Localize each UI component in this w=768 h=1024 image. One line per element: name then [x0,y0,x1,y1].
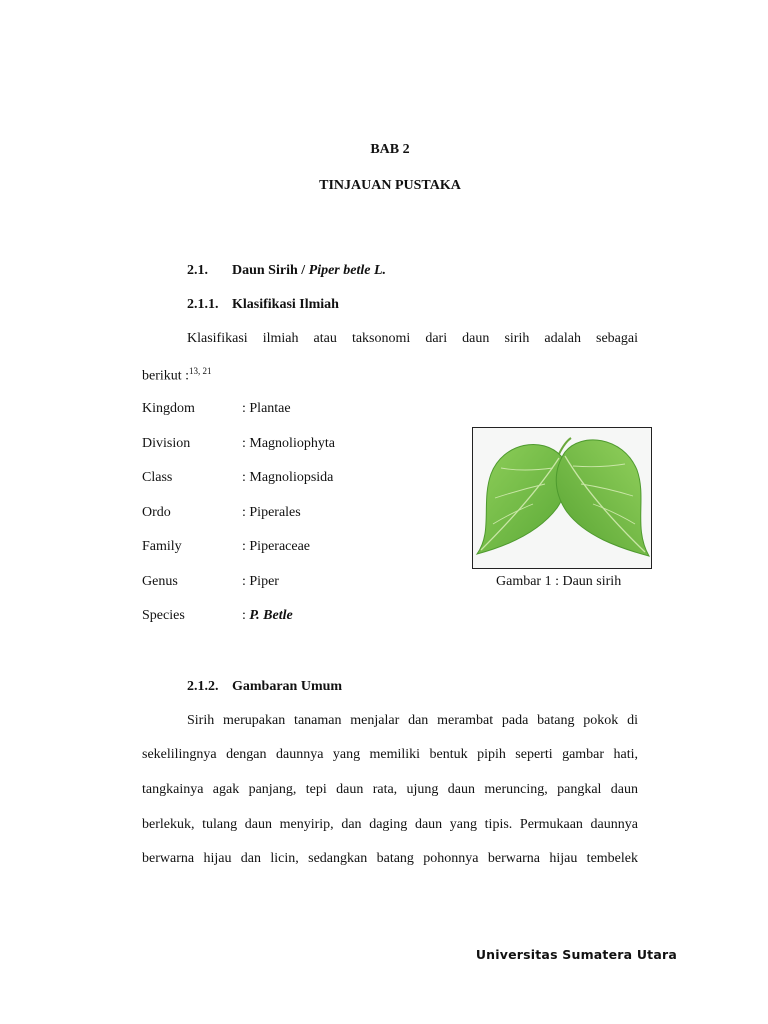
betel-leaf-figure [472,427,652,569]
right-leaf-shape [556,440,649,556]
taxonomy-label-class: Class [142,470,173,485]
section-2-1-2-title: Gambaran Umum [232,679,343,694]
intro-citation: 13, 21 [189,366,212,376]
figure-caption: Gambar 1 : Daun sirih [496,574,622,589]
taxonomy-value-species-prefix: : [242,608,250,623]
taxonomy-value-family: : Piperaceae [242,539,311,554]
paragraph-line-2: sekelilingnya dengan daunnya yang memiliki bentuk pipih seperti gambar hati, [142,747,638,762]
section-2-1-1-number: 2.1.1. [187,297,219,312]
taxonomy-value-species [242,608,293,624]
taxonomy-value-division: : Magnoliophyta [242,436,335,451]
intro-line-1: Klasifikasi ilmiah atau taksonomi dari daun sirih adalah sebagai [187,331,638,346]
paragraph-line-4: berlekuk, tulang daun menyirip, dan daging daun yang tipis. Permukaan daunnya [142,817,638,832]
taxonomy-value-ordo: : Piperales [242,505,301,520]
betel-leaf-image [473,428,651,568]
section-2-1-title-text: Daun Sirih / [232,263,309,278]
paragraph-line-3: tangkainya agak panjang, tepi daun rata, ujung daun meruncing, pangkal daun [142,782,638,797]
taxonomy-value-species-italic: P. Betle [249,608,293,623]
taxonomy-value-class: : Magnoliopsida [242,470,334,485]
taxonomy-label-species: Species [142,608,185,623]
taxonomy-label-ordo: Ordo [142,505,171,520]
chapter-title: TINJAUAN PUSTAKA [319,178,461,193]
left-leaf-shape [477,444,567,554]
section-2-1-1-title: Klasifikasi Ilmiah [232,297,339,312]
taxonomy-value-kingdom: : Plantae [242,401,291,416]
paragraph-line-1: Sirih merupakan tanaman menjalar dan merambat pada batang pokok di [187,713,638,728]
section-2-1-number: 2.1. [187,263,208,278]
section-2-1-title [232,263,386,279]
footer-university: Universitas Sumatera Utara [475,947,677,962]
section-2-1-2-number: 2.1.2. [187,679,219,694]
taxonomy-label-family: Family [142,539,182,554]
taxonomy-label-kingdom: Kingdom [142,401,195,416]
taxonomy-label-genus: Genus [142,574,178,589]
intro-line-2-text: berikut : [142,368,190,384]
section-2-1-title-italic: Piper betle L. [308,263,387,278]
chapter-number: BAB 2 [370,142,410,157]
taxonomy-label-division: Division [142,436,191,451]
paragraph-line-5: berwarna hijau dan licin, sedangkan batang pohonnya berwarna hijau tembelek [142,851,638,866]
intro-line-2 [142,366,212,385]
taxonomy-value-genus: : Piper [242,574,279,589]
